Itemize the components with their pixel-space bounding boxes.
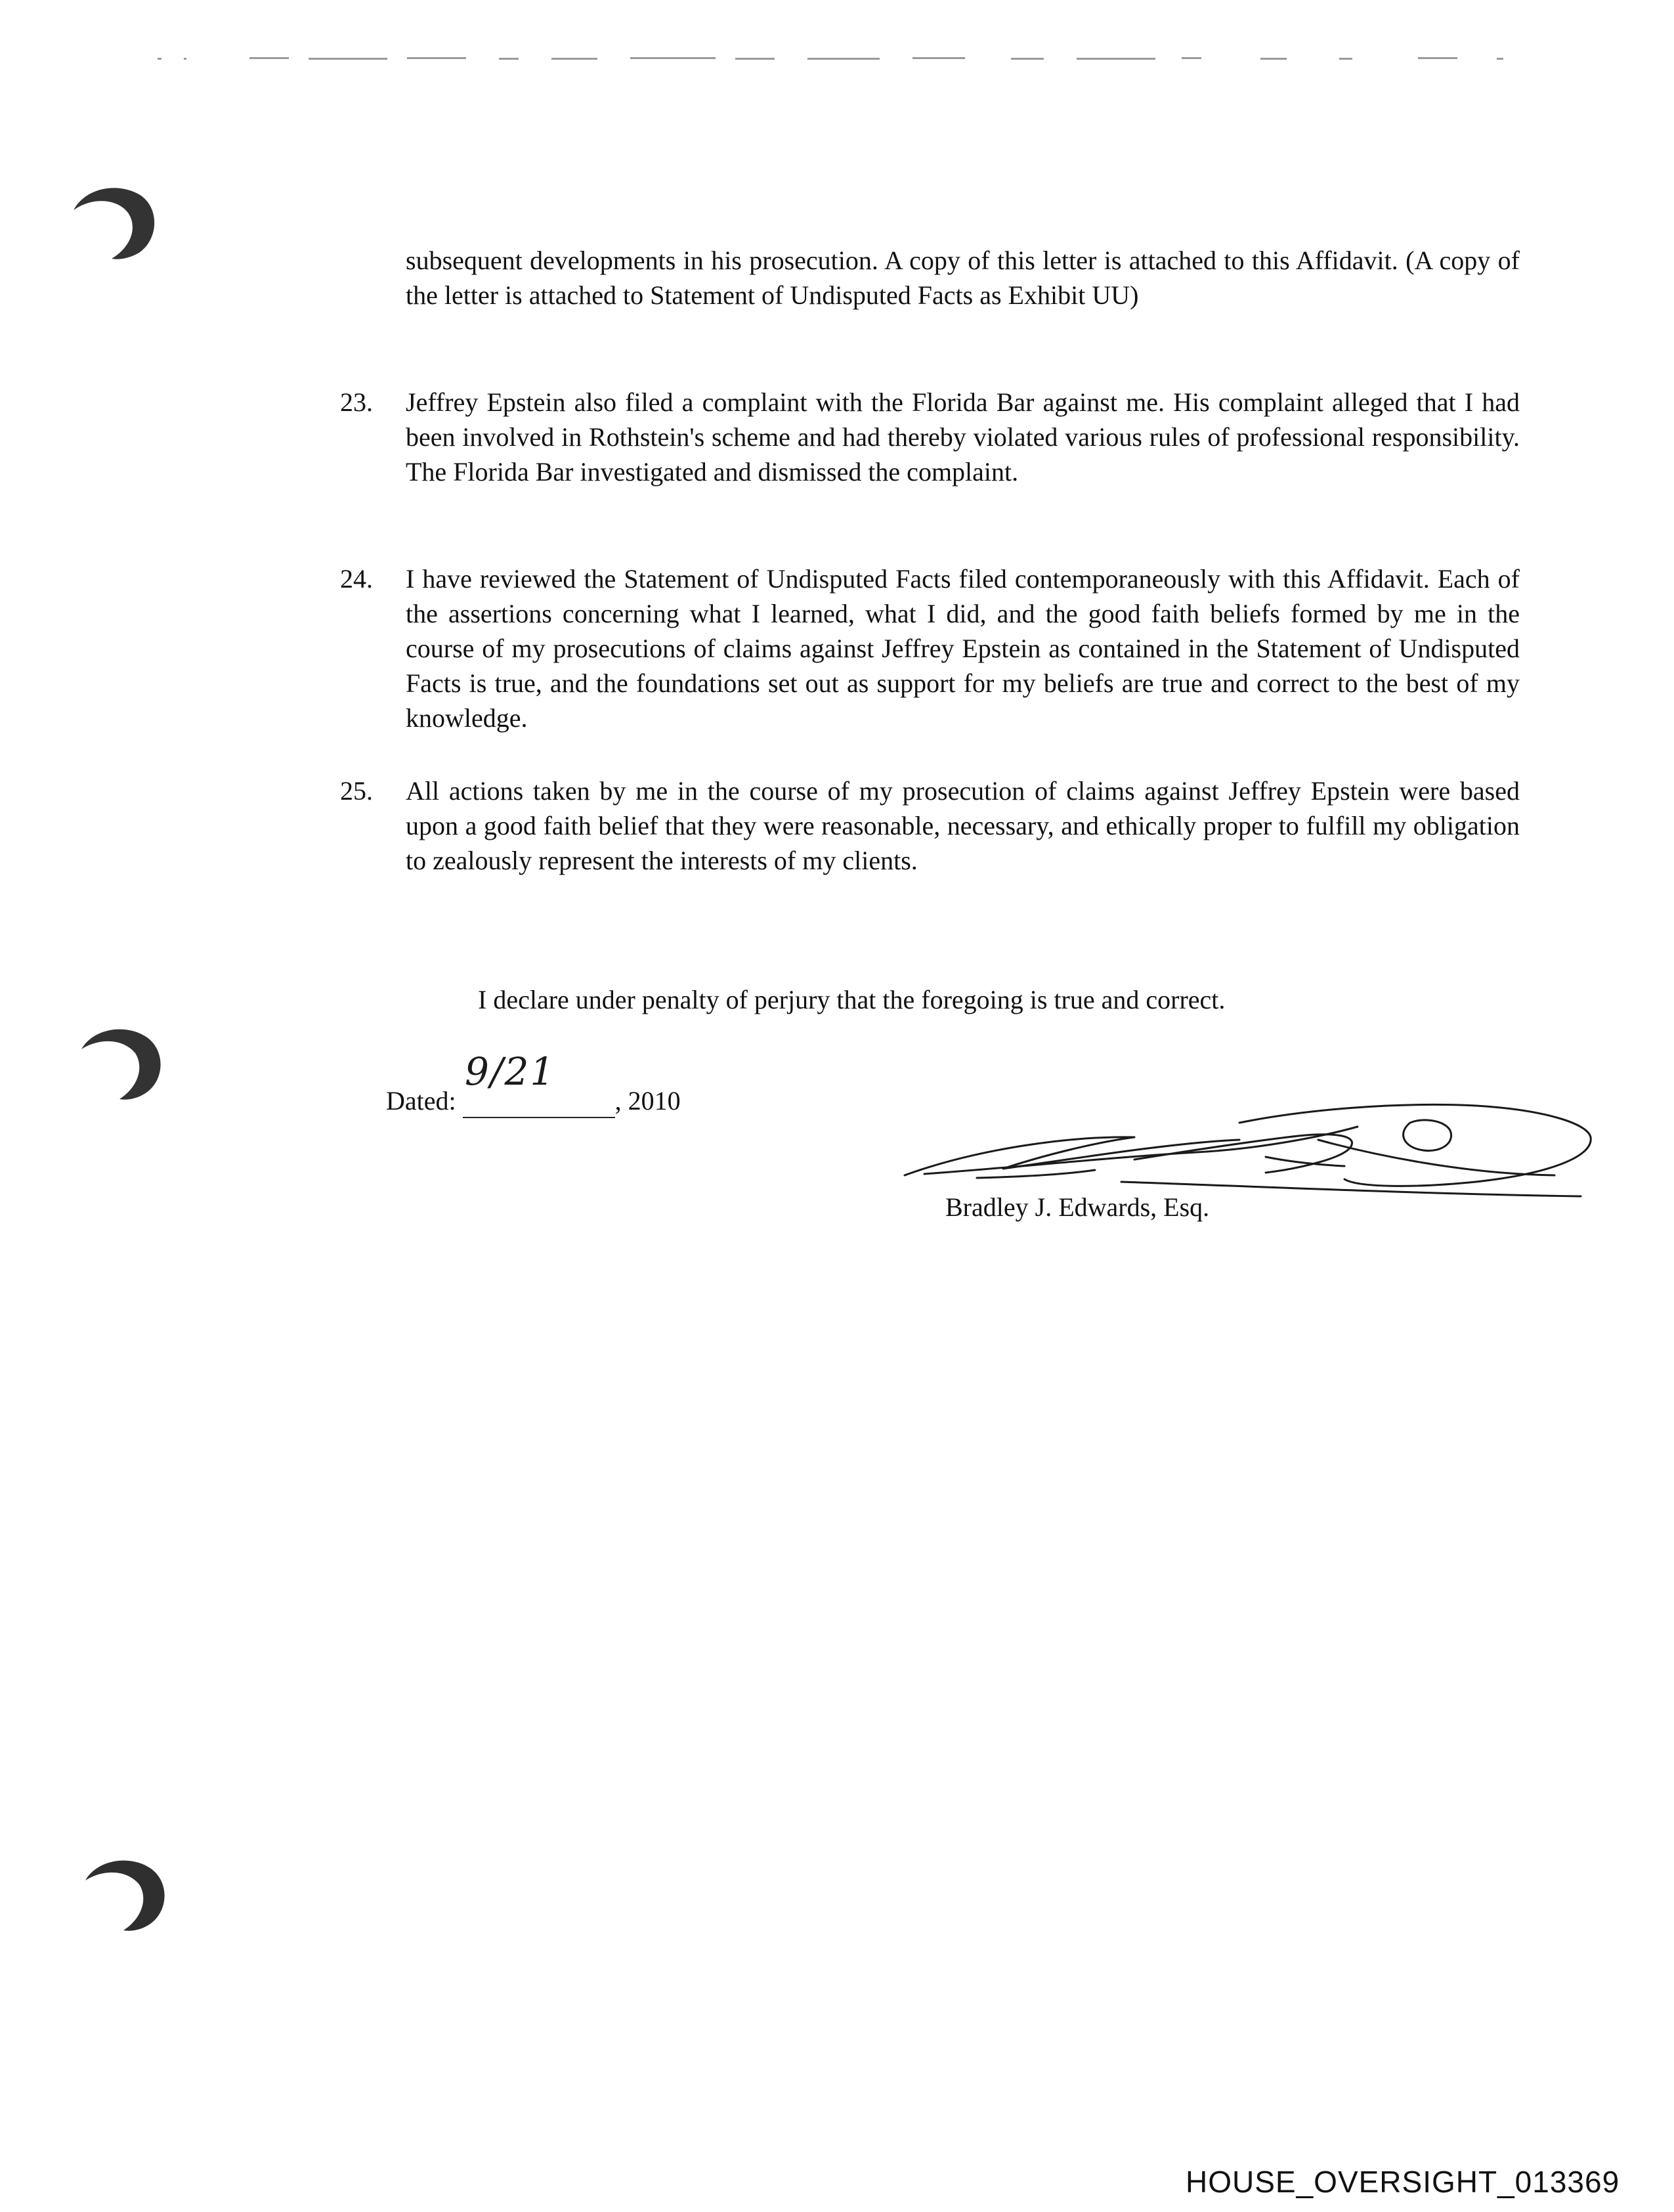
- paragraph-number: 23.: [340, 387, 373, 417]
- paragraph-number: 24.: [340, 564, 373, 594]
- punch-hole-middle: [74, 1011, 172, 1110]
- punch-hole-bottom: [77, 1844, 176, 1942]
- perjury-declaration: I declare under penalty of perjury that the foregoing is true and correct.: [478, 985, 1226, 1014]
- handwritten-date: 9/21: [465, 1049, 556, 1094]
- paragraph-25: [341, 773, 1520, 878]
- paragraph-text: Jeffrey Epstein also filed a complaint with the Florida Bar against me. His complaint alleged that I had been involved in Rothstein's scheme and had thereby violated various rules of professional responsibility. The Florida Bar investigated and dismissed the complaint.: [406, 387, 1520, 487]
- date-year: , 2010: [614, 1086, 681, 1116]
- paragraph-text: All actions taken by me in the course of my prosecution of claims against Jeffrey Epstein were based upon a good faith belief that they were reasonable, necessary, and ethically proper to fulfill my obligation to zealously represent the interests of my clients.: [406, 776, 1520, 875]
- signer-name: Bradley J. Edwards, Esq.: [945, 1192, 1210, 1222]
- paragraph-23: [341, 385, 1520, 489]
- paragraph-number: 25.: [340, 776, 373, 806]
- dated-label: Dated:: [386, 1086, 456, 1116]
- continuation-paragraph: subsequent developments in his prosecution. A copy of this letter is attached to this Affidavit. (A copy of the letter is attached to Statement of Undisputed Facts as Exhibit UU): [406, 246, 1520, 310]
- paragraph-text: I have reviewed the Statement of Undisputed Facts filed contemporaneously with this Affidavit. Each of the assertions concerning what I learned, what I did, and the good faith beliefs formed by me in the course of my prosecutions of claims against Jeffrey Epstein as contained in the Statement of Undisputed Facts is true, and the foundations set out as support for my beliefs are true and correct to the best of my knowledge.: [406, 564, 1520, 733]
- punch-hole-top: [66, 169, 164, 268]
- paragraph-24: [341, 561, 1520, 735]
- scan-artifact-line: [158, 54, 1536, 63]
- bates-number: HOUSE_OVERSIGHT_013369: [1186, 2165, 1620, 2199]
